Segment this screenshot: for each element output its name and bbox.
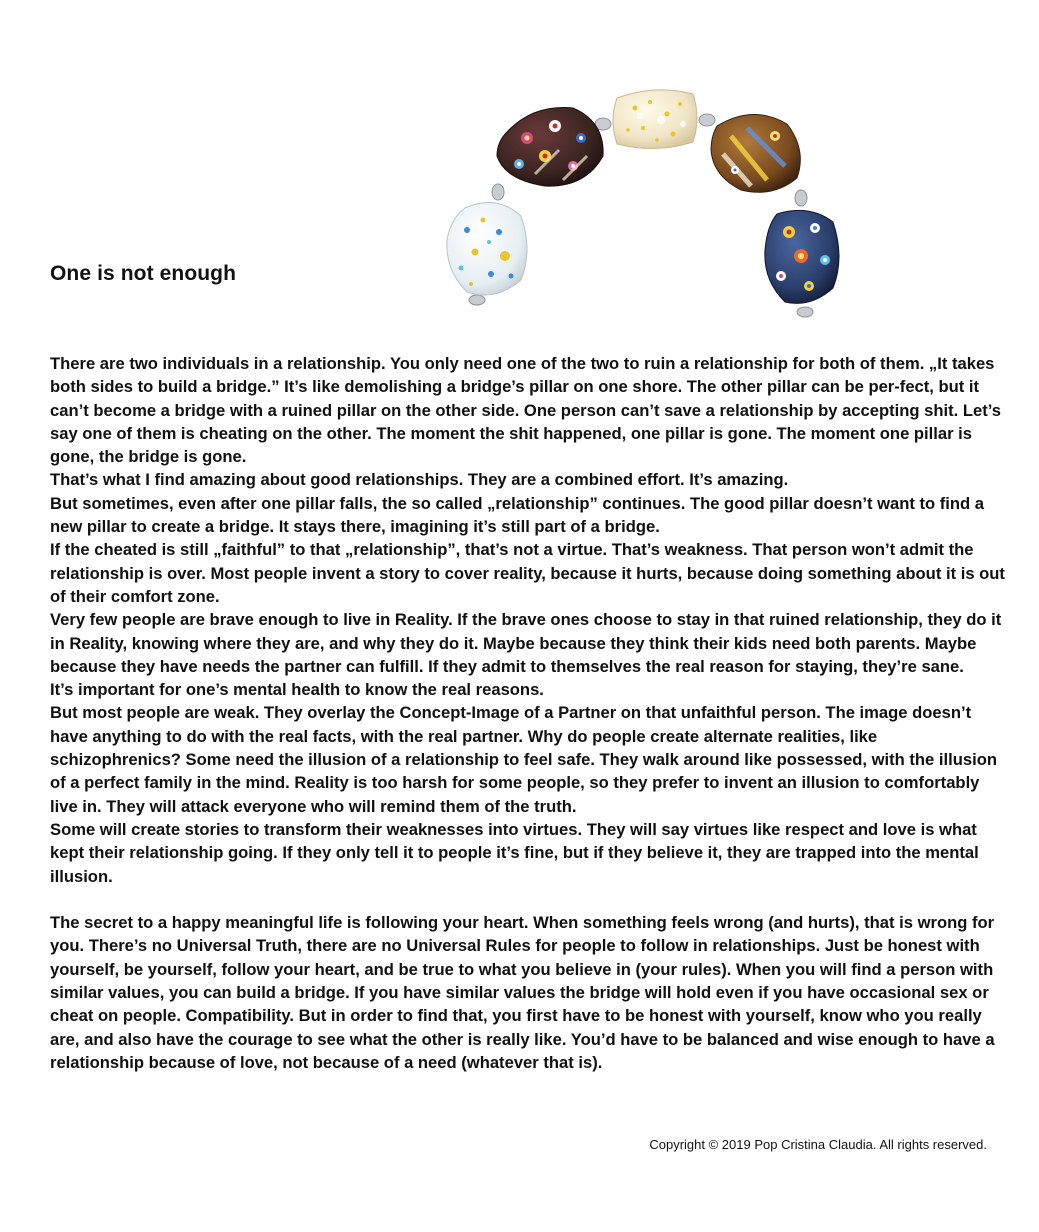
amber-millefiori-bead: [711, 114, 800, 192]
white-dotted-bead: [447, 203, 527, 296]
paragraph: Very few people are brave enough to live in Reality. If the brave ones choose to stay in that ruined relationship, they do it in Reality, knowing where they are, and why they do it. Maybe because they think their kids need both parents. Maybe because they have needs the partner can fulfill. If they admit to themselves the real reason for staying, they’re sane.: [50, 610, 1002, 676]
paragraph: That’s what I find amazing about good relationships. They are a combined effort. It’s amazing.: [50, 470, 789, 490]
article-body: [50, 352, 1010, 1074]
paragraph: There are two individuals in a relationship. You only need one of the two to ruin a relationship for both of them. „It takes both sides to build a bridge.” It’s like demolishing a bridge’s pillar on one shore. The other pillar can be per-fect, but it can’t become a bridge with a ruined pillar on the other side. One person can’t save a relationship by accepting shit. Let’s say one of them is cheating on the other. The moment the shit happened, one pillar is gone. The moment one pillar is gone, the bridge is gone.: [50, 354, 1001, 467]
paragraph: It’s important for one’s mental health to know the real reasons.: [50, 680, 544, 700]
copyright-notice: Copyright © 2019 Pop Cristina Claudia. All rights reserved.: [649, 1137, 987, 1152]
page-title: One is not enough: [50, 262, 237, 285]
cream-bead: [613, 90, 697, 149]
blue-millefiori-bead: [765, 210, 839, 303]
dark-millefiori-bead: [497, 108, 603, 187]
paragraph: But sometimes, even after one pillar falls, the so called „relationship” continues. The good pillar doesn’t want to find a new pillar to create a bridge. It stays there, imagining it’s still part of a bridge.: [50, 493, 985, 537]
paragraph: If the cheated is still „faithful” to that „relationship”, that’s not a virtue. That’s weakness. That person won’t admit the relationship is over. Most people invent a story to cover reality, because it hurts, because doing something about it is out of their comfort zone.: [50, 540, 1005, 606]
paragraph: The secret to a happy meaningful life is following your heart. When something feels wrong (and hurts), that is wrong for you. There’s no Universal Truth, there are no Universal Rules for people to follow in relationships. Just be honest with yourself, be yourself, follow your heart, and be true to what you believe in (your rules). When you will find a person with similar values, you can build a bridge. If you have similar values the bridge will hold even if you have occasional sex or cheat on people. Compatibility. But in order to find that, you first have to be honest with yourself, know who you really are, and also have the courage to see what the other is really like. You’d have to be balanced and wise enough to have a relationship because of love, not because of a need (whatever that is).: [50, 913, 995, 1072]
paragraph: But most people are weak. They overlay the Concept-Image of a Partner on that unfaithful person. The image doesn’t have anything to do with the real facts, with the real partner. Why do people create alternate realities, like schizophrenics? Some need the illusion of a relationship to feel safe. They walk around like possessed, with the illusion of a perfect family in the mind. Reality is too harsh for some people, so they prefer to invent an illusion to comfortably live in. They will attack everyone who will remind them of the truth.: [50, 703, 997, 816]
bead-bridge-image: [435, 80, 855, 320]
paragraph: Some will create stories to transform their weaknesses into virtues. They will say virtues like respect and love is what kept their relationship going. If they only tell it to people it’s fine, but if they believe it, they are trapped into the mental illusion.: [50, 819, 979, 886]
